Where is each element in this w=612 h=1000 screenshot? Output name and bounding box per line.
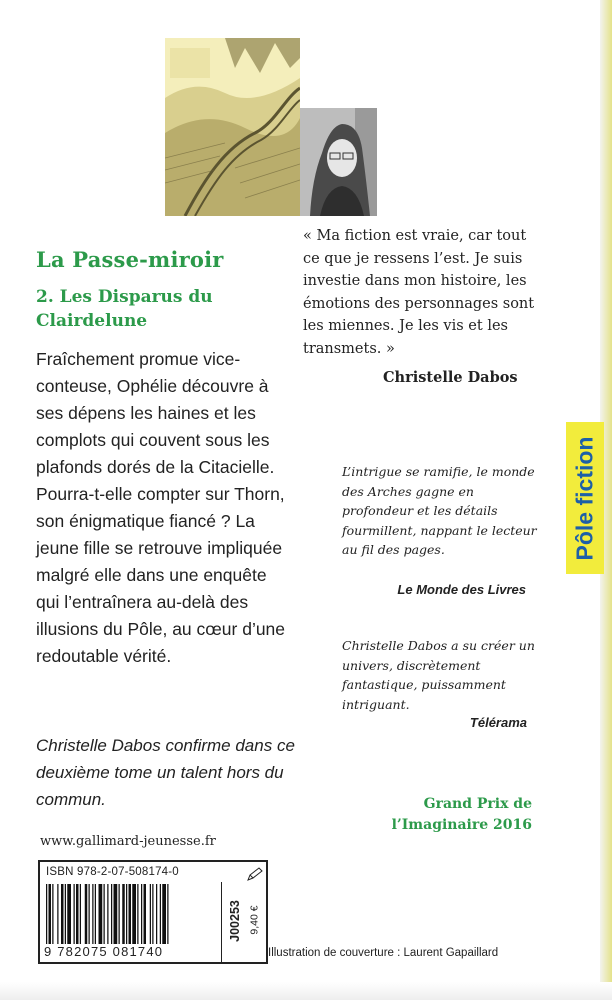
quote-author: Christelle Dabos (383, 369, 518, 386)
barcode-box (38, 860, 268, 964)
review-source-1: Le Monde des Livres (397, 582, 526, 597)
award: Grand Prix de l’Imaginaire 2016 (391, 796, 532, 833)
product-code (226, 884, 244, 958)
review-text-2: Christelle Dabos a su créer un univers, discrètement fantastique, puissamment intriguant. (342, 638, 535, 712)
product-code-text: J00253 (228, 900, 242, 942)
price-text: 9,40 € (249, 905, 262, 935)
illustration-credit: Illustration de couverture : Laurent Gapaillard (268, 947, 499, 959)
barcode-divider (221, 882, 222, 962)
collection-label-text: Pôle fiction (571, 436, 598, 560)
cover-illustration (165, 38, 300, 216)
back-cover-blurb: Fraîchement promue vice-conteuse, Ophélie découvre à ses dépens les haines et les complots qui couvent sous les plafonds dorés de la Citacielle. Pourra-t-elle compter sur Thorn, son énigmatique fiancé ? La jeune fille se retrouve impliquée malgré elle dans une enquête qui l’entraînera au-delà des illusions du Pôle, au cœur d’une redoutable vérité. (36, 349, 286, 666)
review-text-1: L’intrigue se ramifie, le monde des Arches gagne en profondeur et les détails fourmillent, nappant le lecteur au fil des pages. (342, 464, 537, 557)
price (246, 890, 264, 950)
author-quote: « Ma fiction est vraie, car tout ce que je ressens l’est. Je suis investie dans mon histoire, les émotions des personnages sont les miennes. Je les vis et les transmets. » (303, 228, 535, 357)
isbn: ISBN 978-2-07-508174-0 (46, 866, 179, 878)
author-photo (300, 108, 377, 216)
pen-icon (246, 866, 264, 882)
series-title: La Passe-miroir (36, 247, 224, 272)
publisher-website: www.gallimard-jeunesse.fr (40, 834, 216, 849)
volume-title: 2. Les Disparus du Clairdelune (36, 287, 213, 331)
barcode-digits: 9 782075 081740 (44, 944, 164, 959)
collection-label (566, 422, 604, 574)
review-source-2: Télérama (469, 715, 527, 730)
cover-bottom-edge (0, 982, 612, 1000)
closing-statement: Christelle Dabos confirme dans ce deuxième tome un talent hors du commun. (36, 736, 295, 809)
barcode (46, 884, 214, 944)
